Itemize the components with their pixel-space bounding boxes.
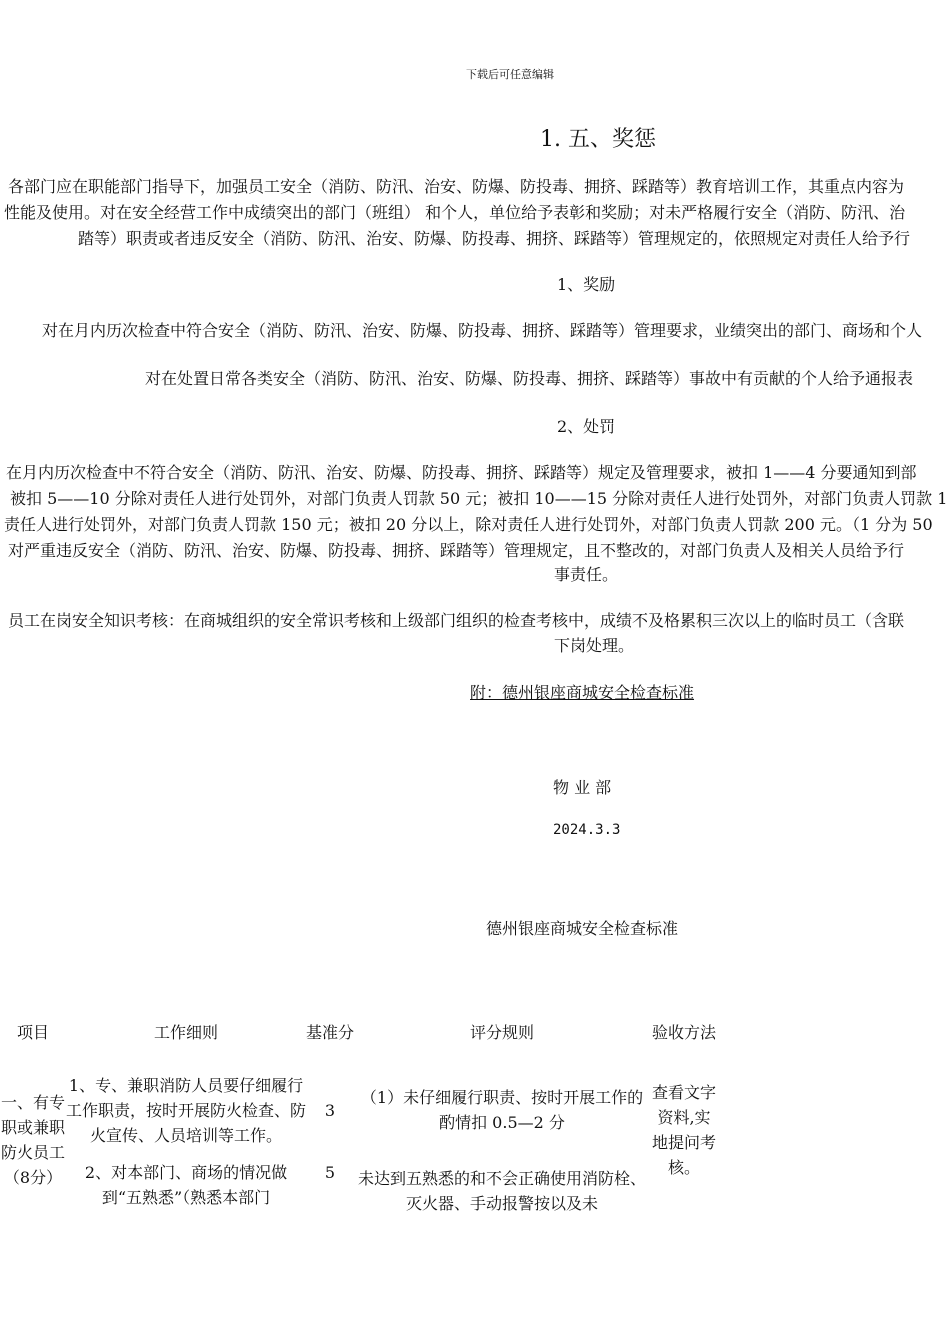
header-rule: 评分规则 (469, 1022, 534, 1042)
intro-line-1: 各部门应在职能部门指导下，加强员工安全（消防、防汛、治安、防爆、防投毒、拥挤、踩踏等）教育培训工作，其重点内容为 (8, 177, 905, 196)
penalty-line-5: 事责任。 (554, 565, 619, 584)
reward-line-2: 对在处置日常各类安全（消防、防汛、治安、防爆、防投毒、拥挤、踩踏等）事故中有贡献的个人给予通报表 (145, 369, 914, 388)
section-title: 1. 五、奖惩 (540, 127, 656, 152)
detail-cell: 1、专、兼职消防人员要仔细履行工作职责，按时开展防火检查、防火宣传、人员培训等工作。 (66, 1075, 307, 1145)
rule-cell: （1）未仔细履行职责、按时开展工作的酌情扣 0.5—2 分 (360, 1088, 644, 1132)
header-project: 项目 (16, 1022, 49, 1042)
table-row (0, 1160, 718, 1220)
exam-line-2: 下岗处理。 (554, 636, 635, 655)
exam-line-1: 员工在岗安全知识考核：在商城组织的安全常识考核和上级部门组织的检查考核中，成绩不及格累积三次以上的临时员工（含联 (8, 611, 905, 630)
method-cell: 查看文字资料,实地提问考核。 (651, 1083, 716, 1177)
penalty-line-2: 被扣 5——10 分除对责任人进行处罚外，对部门负责人罚款 50 元；被扣 10——15 分除对责任人进行处罚外，对部门负责人罚款 1 (10, 489, 948, 508)
table-header-row (0, 1004, 718, 1060)
standard-title: 德州银座商城安全检查标准 (486, 919, 679, 938)
rule-cell: 未达到五熟悉的和不会正确使用消防栓、灭火器、手动报警按以及未 (357, 1169, 646, 1213)
penalty-heading: 2、处罚 (557, 417, 616, 436)
header-note: 下载后可任意编辑 (466, 68, 554, 81)
score-cell: 3 (324, 1100, 336, 1120)
signature-date: 2024.3.3 (553, 822, 621, 838)
reward-line-1: 对在月内历次检查中符合安全（消防、防汛、治安、防爆、防投毒、拥挤、踩踏等）管理要求，业绩突出的部门、商场和个人 (42, 321, 923, 340)
safety-standard-table (0, 1004, 718, 1220)
penalty-line-3: 责任人进行处罚外，对部门负责人罚款 150 元；被扣 20 分以上，除对责任人进行处罚外，对部门负责人罚款 200 元。（1 分为 50 (4, 515, 933, 534)
header-detail: 工作细则 (153, 1022, 218, 1042)
header-score: 基准分 (306, 1022, 355, 1042)
penalty-line-1: 在月内历次检查中不符合安全（消防、防汛、治安、防爆、防投毒、拥挤、踩踏等）规定及管理要求，被扣 1——4 分要通知到部 (6, 463, 917, 482)
reward-heading: 1、奖励 (557, 275, 616, 294)
table-row (0, 1060, 718, 1160)
attachment-link: 附：德州银座商城安全检查标准 (470, 683, 695, 702)
header-method: 验收方法 (651, 1022, 716, 1042)
detail-cell: 2、对本部门、商场的情况做到“五熟悉”（熟悉本部门 (84, 1163, 288, 1207)
project-cell: 一、有专职或兼职防火员工（8分） (0, 1093, 65, 1187)
signature-dept: 物 业 部 (553, 778, 612, 797)
intro-line-2: 性能及使用。对在安全经营工作中成绩突出的部门（班组） 和个人，单位给予表彰和奖励；对未严格履行安全（消防、防汛、治 (4, 203, 906, 222)
score-cell: 5 (324, 1163, 336, 1182)
penalty-line-4: 对严重违反安全（消防、防汛、治安、防爆、防投毒、拥挤、踩踏等）管理规定，且不整改的，对部门负责人及相关人员给予行 (8, 541, 905, 560)
intro-line-3: 踏等）职责或者违反安全（消防、防汛、治安、防爆、防投毒、拥挤、踩踏等）管理规定的，依照规定对责任人给予行 (78, 229, 911, 248)
